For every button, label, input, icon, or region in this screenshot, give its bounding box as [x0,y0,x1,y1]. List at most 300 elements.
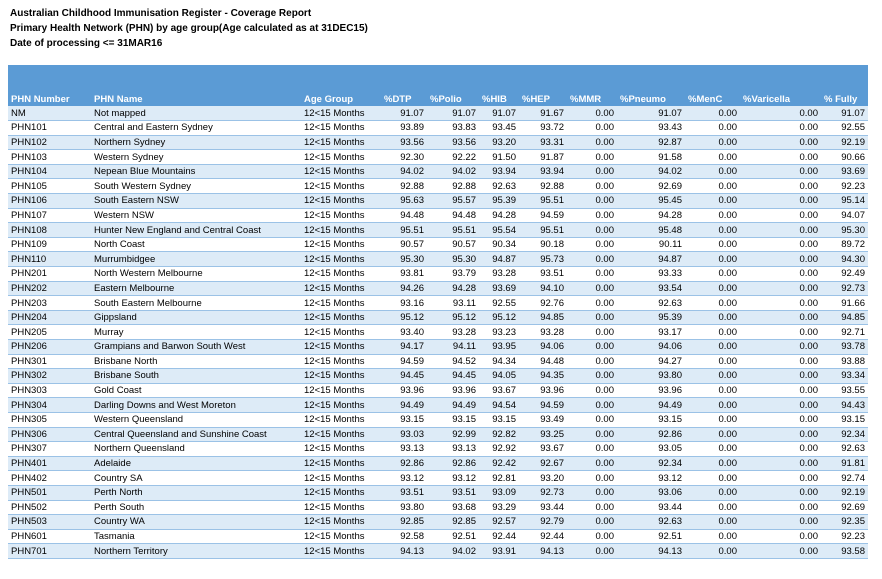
table-row [8,310,868,325]
cell-mmr: 0.00 [567,325,617,340]
cell-polio: 94.02 [427,544,479,559]
cell-phn-name: Central and Eastern Sydney [91,121,301,136]
cell-varicella: 0.00 [740,442,821,457]
cell-phn-number: PHN501 [8,485,91,500]
cell-polio: 93.79 [427,267,479,282]
cell-fully: 92.55 [821,121,868,136]
cell-polio: 90.57 [427,237,479,252]
cell-phn-number: PHN101 [8,121,91,136]
cell-mmr: 0.00 [567,442,617,457]
cell-hep: 95.73 [519,252,567,267]
cell-mmr: 0.00 [567,135,617,150]
cell-hep: 95.51 [519,194,567,209]
cell-phn-name: Central Queensland and Sunshine Coast [91,427,301,442]
cell-phn-name: Adelaide [91,456,301,471]
table-row [8,150,868,165]
cell-phn-number: PHN304 [8,398,91,413]
cell-phn-name: Brisbane South [91,369,301,384]
coverage-table [8,65,868,559]
cell-menc: 0.00 [685,267,740,282]
cell-pneumo: 94.87 [617,252,685,267]
cell-hep: 92.79 [519,515,567,530]
cell-age-group: 12<15 Months [301,485,381,500]
cell-phn-number: PHN102 [8,135,91,150]
cell-fully: 91.81 [821,456,868,471]
cell-phn-number: PHN109 [8,237,91,252]
cell-polio: 95.57 [427,194,479,209]
cell-dtp: 93.03 [381,427,427,442]
cell-polio: 94.02 [427,164,479,179]
cell-hep: 90.18 [519,237,567,252]
cell-polio: 93.28 [427,325,479,340]
cell-polio: 93.68 [427,500,479,515]
cell-pneumo: 95.39 [617,310,685,325]
cell-phn-name: Not mapped [91,106,301,121]
cell-pneumo: 94.49 [617,398,685,413]
cell-varicella: 0.00 [740,252,821,267]
cell-age-group: 12<15 Months [301,427,381,442]
table-row [8,121,868,136]
cell-phn-name: Hunter New England and Central Coast [91,223,301,238]
cell-menc: 0.00 [685,398,740,413]
cell-fully: 91.07 [821,106,868,121]
cell-fully: 92.34 [821,427,868,442]
cell-age-group: 12<15 Months [301,456,381,471]
cell-dtp: 91.07 [381,106,427,121]
cell-phn-name: Western NSW [91,208,301,223]
cell-hep: 91.87 [519,150,567,165]
table-body [8,106,868,558]
cell-polio: 94.49 [427,398,479,413]
cell-dtp: 93.16 [381,296,427,311]
header-age-group: Age Group [301,93,381,106]
cell-varicella: 0.00 [740,164,821,179]
cell-age-group: 12<15 Months [301,267,381,282]
cell-menc: 0.00 [685,194,740,209]
cell-hib: 94.34 [479,354,519,369]
cell-hep: 93.31 [519,135,567,150]
table-row [8,237,868,252]
report-title [10,6,368,51]
cell-varicella: 0.00 [740,485,821,500]
cell-pneumo: 93.43 [617,121,685,136]
cell-mmr: 0.00 [567,179,617,194]
cell-age-group: 12<15 Months [301,398,381,413]
cell-phn-number: PHN106 [8,194,91,209]
cell-varicella: 0.00 [740,383,821,398]
cell-phn-number: PHN402 [8,471,91,486]
cell-pneumo: 93.12 [617,471,685,486]
cell-hep: 92.73 [519,485,567,500]
cell-fully: 94.07 [821,208,868,223]
cell-fully: 93.78 [821,340,868,355]
cell-fully: 93.15 [821,412,868,427]
header-hib: %HIB [479,93,519,106]
cell-polio: 92.51 [427,529,479,544]
cell-phn-name: Perth North [91,485,301,500]
cell-mmr: 0.00 [567,310,617,325]
cell-mmr: 0.00 [567,281,617,296]
cell-menc: 0.00 [685,500,740,515]
cell-phn-number: PHN103 [8,150,91,165]
table-row [8,369,868,384]
cell-fully: 90.66 [821,150,868,165]
cell-polio: 94.45 [427,369,479,384]
cell-phn-name: Grampians and Barwon South West [91,340,301,355]
cell-varicella: 0.00 [740,398,821,413]
cell-menc: 0.00 [685,325,740,340]
cell-fully: 92.19 [821,485,868,500]
cell-age-group: 12<15 Months [301,252,381,267]
cell-hep: 94.48 [519,354,567,369]
cell-menc: 0.00 [685,150,740,165]
cell-dtp: 92.58 [381,529,427,544]
cell-dtp: 93.89 [381,121,427,136]
cell-age-group: 12<15 Months [301,179,381,194]
cell-pneumo: 91.58 [617,150,685,165]
cell-pneumo: 93.15 [617,412,685,427]
cell-hep: 93.67 [519,442,567,457]
cell-menc: 0.00 [685,281,740,296]
report-title-line-3: Date of processing <= 31MAR16 [10,38,163,49]
cell-dtp: 95.63 [381,194,427,209]
cell-dtp: 93.81 [381,267,427,282]
cell-phn-name: Darling Downs and West Moreton [91,398,301,413]
cell-hib: 92.44 [479,529,519,544]
cell-phn-name: North Coast [91,237,301,252]
cell-hib: 94.28 [479,208,519,223]
cell-dtp: 94.26 [381,281,427,296]
cell-polio: 92.88 [427,179,479,194]
cell-phn-number: PHN108 [8,223,91,238]
cell-pneumo: 93.80 [617,369,685,384]
cell-fully: 92.49 [821,267,868,282]
table-row [8,223,868,238]
cell-fully: 94.30 [821,252,868,267]
cell-phn-name: Northern Queensland [91,442,301,457]
cell-pneumo: 93.96 [617,383,685,398]
cell-menc: 0.00 [685,369,740,384]
cell-polio: 95.12 [427,310,479,325]
cell-phn-number: PHN601 [8,529,91,544]
cell-fully: 92.71 [821,325,868,340]
cell-hep: 91.67 [519,106,567,121]
cell-phn-name: South Eastern Melbourne [91,296,301,311]
cell-dtp: 94.02 [381,164,427,179]
cell-phn-number: PHN205 [8,325,91,340]
cell-pneumo: 95.45 [617,194,685,209]
table-row [8,354,868,369]
cell-polio: 93.83 [427,121,479,136]
cell-varicella: 0.00 [740,223,821,238]
cell-mmr: 0.00 [567,340,617,355]
cell-phn-number: PHN105 [8,179,91,194]
cell-mmr: 0.00 [567,208,617,223]
cell-pneumo: 92.63 [617,296,685,311]
cell-hib: 95.39 [479,194,519,209]
cell-varicella: 0.00 [740,310,821,325]
cell-phn-name: Gold Coast [91,383,301,398]
cell-mmr: 0.00 [567,194,617,209]
cell-dtp: 93.96 [381,383,427,398]
cell-mmr: 0.00 [567,544,617,559]
cell-fully: 93.88 [821,354,868,369]
cell-hib: 94.87 [479,252,519,267]
table-row [8,442,868,457]
header-varicella: %Varicella [740,93,821,106]
header-polio: %Polio [427,93,479,106]
cell-polio: 94.28 [427,281,479,296]
table-row [8,412,868,427]
cell-menc: 0.00 [685,121,740,136]
cell-varicella: 0.00 [740,179,821,194]
cell-phn-number: PHN201 [8,267,91,282]
cell-polio: 95.30 [427,252,479,267]
cell-age-group: 12<15 Months [301,515,381,530]
table-row [8,164,868,179]
cell-hib: 92.55 [479,296,519,311]
cell-age-group: 12<15 Months [301,529,381,544]
cell-hep: 94.10 [519,281,567,296]
cell-phn-name: Western Queensland [91,412,301,427]
cell-hib: 91.07 [479,106,519,121]
cell-hib: 92.63 [479,179,519,194]
cell-phn-name: Murrumbidgee [91,252,301,267]
cell-dtp: 93.12 [381,471,427,486]
cell-phn-name: Country SA [91,471,301,486]
cell-dtp: 95.51 [381,223,427,238]
cell-age-group: 12<15 Months [301,106,381,121]
cell-phn-number: PHN306 [8,427,91,442]
cell-mmr: 0.00 [567,500,617,515]
cell-menc: 0.00 [685,529,740,544]
cell-menc: 0.00 [685,237,740,252]
cell-menc: 0.00 [685,427,740,442]
cell-varicella: 0.00 [740,500,821,515]
cell-hep: 92.76 [519,296,567,311]
cell-menc: 0.00 [685,485,740,500]
cell-mmr: 0.00 [567,296,617,311]
cell-age-group: 12<15 Months [301,544,381,559]
table-row [8,267,868,282]
cell-age-group: 12<15 Months [301,135,381,150]
cell-age-group: 12<15 Months [301,121,381,136]
cell-hib: 93.28 [479,267,519,282]
cell-dtp: 93.15 [381,412,427,427]
cell-polio: 92.86 [427,456,479,471]
cell-polio: 93.96 [427,383,479,398]
header-fully: % Fully [821,93,868,106]
cell-age-group: 12<15 Months [301,471,381,486]
cell-phn-number: PHN204 [8,310,91,325]
header-hep: %HEP [519,93,567,106]
cell-pneumo: 94.13 [617,544,685,559]
cell-dtp: 93.51 [381,485,427,500]
table-row [8,456,868,471]
cell-menc: 0.00 [685,471,740,486]
cell-dtp: 94.49 [381,398,427,413]
cell-varicella: 0.00 [740,456,821,471]
cell-hib: 95.12 [479,310,519,325]
cell-mmr: 0.00 [567,223,617,238]
cell-pneumo: 93.17 [617,325,685,340]
cell-varicella: 0.00 [740,208,821,223]
cell-varicella: 0.00 [740,135,821,150]
cell-hep: 92.44 [519,529,567,544]
cell-hep: 95.51 [519,223,567,238]
cell-menc: 0.00 [685,252,740,267]
cell-menc: 0.00 [685,383,740,398]
cell-phn-name: South Eastern NSW [91,194,301,209]
table-row [8,106,868,121]
cell-phn-name: Nepean Blue Mountains [91,164,301,179]
table-row [8,340,868,355]
header-pneumo: %Pneumo [617,93,685,106]
table-row [8,544,868,559]
cell-fully: 92.23 [821,529,868,544]
cell-polio: 92.99 [427,427,479,442]
cell-varicella: 0.00 [740,369,821,384]
cell-phn-number: PHN203 [8,296,91,311]
cell-hep: 93.20 [519,471,567,486]
cell-hib: 93.09 [479,485,519,500]
cell-varicella: 0.00 [740,296,821,311]
cell-dtp: 92.88 [381,179,427,194]
cell-varicella: 0.00 [740,544,821,559]
cell-phn-number: PHN107 [8,208,91,223]
cell-menc: 0.00 [685,456,740,471]
cell-hep: 92.88 [519,179,567,194]
table-row [8,529,868,544]
cell-polio: 93.11 [427,296,479,311]
cell-age-group: 12<15 Months [301,500,381,515]
cell-menc: 0.00 [685,106,740,121]
cell-hep: 93.51 [519,267,567,282]
cell-mmr: 0.00 [567,515,617,530]
cell-phn-name: Brisbane North [91,354,301,369]
cell-fully: 94.43 [821,398,868,413]
cell-phn-number: PHN303 [8,383,91,398]
cell-hep: 93.94 [519,164,567,179]
cell-mmr: 0.00 [567,529,617,544]
cell-polio: 94.11 [427,340,479,355]
cell-phn-number: PHN307 [8,442,91,457]
cell-age-group: 12<15 Months [301,369,381,384]
cell-pneumo: 92.69 [617,179,685,194]
header-mmr: %MMR [567,93,617,106]
cell-phn-number: NM [8,106,91,121]
table-row [8,515,868,530]
header-menc: %MenC [685,93,740,106]
cell-dtp: 93.40 [381,325,427,340]
cell-hib: 94.05 [479,369,519,384]
cell-polio: 93.13 [427,442,479,457]
cell-hep: 93.28 [519,325,567,340]
cell-hib: 93.91 [479,544,519,559]
cell-menc: 0.00 [685,164,740,179]
cell-mmr: 0.00 [567,471,617,486]
cell-fully: 93.69 [821,164,868,179]
cell-hep: 94.35 [519,369,567,384]
table-row [8,135,868,150]
cell-polio: 93.51 [427,485,479,500]
cell-dtp: 95.12 [381,310,427,325]
cell-mmr: 0.00 [567,164,617,179]
cell-hib: 93.23 [479,325,519,340]
cell-pneumo: 92.34 [617,456,685,471]
cell-fully: 91.66 [821,296,868,311]
cell-hib: 93.45 [479,121,519,136]
cell-fully: 93.55 [821,383,868,398]
cell-fully: 92.19 [821,135,868,150]
cell-mmr: 0.00 [567,456,617,471]
header-phn-name: PHN Name [91,93,301,106]
cell-mmr: 0.00 [567,354,617,369]
cell-age-group: 12<15 Months [301,164,381,179]
cell-varicella: 0.00 [740,106,821,121]
cell-varicella: 0.00 [740,267,821,282]
cell-pneumo: 92.51 [617,529,685,544]
cell-menc: 0.00 [685,310,740,325]
cell-varicella: 0.00 [740,121,821,136]
cell-varicella: 0.00 [740,194,821,209]
cell-hib: 90.34 [479,237,519,252]
cell-pneumo: 94.28 [617,208,685,223]
cell-age-group: 12<15 Months [301,325,381,340]
cell-menc: 0.00 [685,296,740,311]
cell-hep: 94.59 [519,398,567,413]
cell-phn-number: PHN301 [8,354,91,369]
cell-dtp: 92.86 [381,456,427,471]
cell-polio: 94.48 [427,208,479,223]
cell-varicella: 0.00 [740,529,821,544]
cell-polio: 93.12 [427,471,479,486]
cell-mmr: 0.00 [567,121,617,136]
cell-mmr: 0.00 [567,252,617,267]
cell-pneumo: 94.06 [617,340,685,355]
cell-fully: 95.14 [821,194,868,209]
cell-pneumo: 93.06 [617,485,685,500]
cell-fully: 93.34 [821,369,868,384]
cell-pneumo: 92.87 [617,135,685,150]
cell-phn-name: Murray [91,325,301,340]
header-band [8,65,868,93]
cell-phn-name: Northern Sydney [91,135,301,150]
cell-age-group: 12<15 Months [301,442,381,457]
cell-phn-number: PHN104 [8,164,91,179]
cell-hep: 93.25 [519,427,567,442]
cell-varicella: 0.00 [740,412,821,427]
cell-fully: 92.63 [821,442,868,457]
cell-dtp: 92.85 [381,515,427,530]
cell-hib: 93.67 [479,383,519,398]
cell-hep: 94.85 [519,310,567,325]
cell-phn-name: Gippsland [91,310,301,325]
cell-menc: 0.00 [685,135,740,150]
cell-phn-number: PHN701 [8,544,91,559]
cell-phn-number: PHN502 [8,500,91,515]
cell-dtp: 95.30 [381,252,427,267]
cell-hep: 93.96 [519,383,567,398]
cell-varicella: 0.00 [740,281,821,296]
cell-phn-name: Perth South [91,500,301,515]
cell-mmr: 0.00 [567,485,617,500]
cell-fully: 92.74 [821,471,868,486]
cell-phn-name: South Western Sydney [91,179,301,194]
cell-varicella: 0.00 [740,471,821,486]
table-row [8,252,868,267]
cell-mmr: 0.00 [567,427,617,442]
